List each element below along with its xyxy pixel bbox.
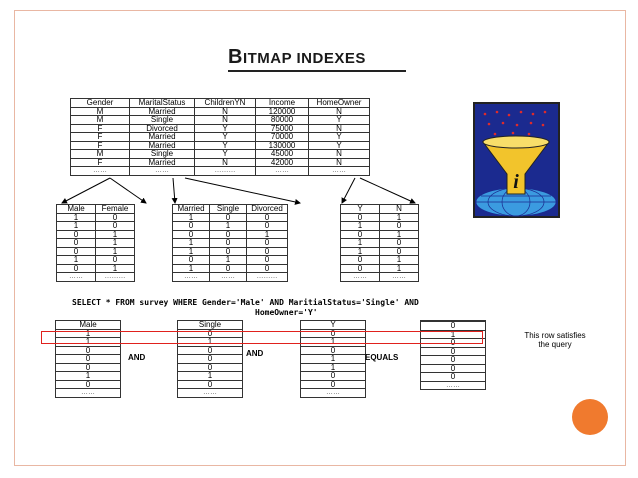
- base-cell: 42000: [256, 158, 309, 167]
- query-cell: 0: [421, 322, 486, 331]
- gender-cell: 0: [57, 230, 96, 239]
- base-cell: N: [195, 158, 256, 167]
- query-cell: 0: [178, 329, 243, 338]
- base-cell: N: [309, 158, 370, 167]
- table-row: [421, 356, 486, 365]
- query-cell: 0: [178, 380, 243, 389]
- base-header: HomeOwner: [309, 99, 370, 108]
- base-cell: Divorced: [130, 124, 195, 133]
- marital-cell: 1: [173, 213, 210, 222]
- arrow-gender: [62, 178, 110, 203]
- homeowner-cell: 0: [341, 256, 380, 265]
- base-cell: Married: [130, 141, 195, 150]
- base-ellipsis: ……: [130, 167, 195, 176]
- query-cell: 1: [178, 372, 243, 381]
- marital-cell: 0: [247, 222, 288, 231]
- base-cell: Y: [309, 133, 370, 142]
- homeowner-cell: 0: [380, 222, 419, 231]
- query-cell: 0: [301, 380, 366, 389]
- query-cell: 1: [421, 330, 486, 339]
- base-cell: N: [309, 124, 370, 133]
- query-header: Male: [56, 321, 121, 330]
- arrow-gender-right: [110, 178, 146, 203]
- gender-cell: 0: [96, 256, 135, 265]
- homeowner-cell: 1: [380, 256, 419, 265]
- base-header: Gender: [71, 99, 130, 108]
- base-ellipsis: ……: [71, 167, 130, 176]
- query-cell: 0: [421, 364, 486, 373]
- marital-cell: 0: [173, 230, 210, 239]
- base-cell: Married: [130, 158, 195, 167]
- base-cell: 75000: [256, 124, 309, 133]
- query-cell: 0: [56, 380, 121, 389]
- query-cell: 0: [56, 346, 121, 355]
- base-cell: N: [195, 107, 256, 116]
- base-cell: F: [71, 124, 130, 133]
- base-cell: Y: [309, 141, 370, 150]
- marital-header: Married: [173, 205, 210, 214]
- base-cell: M: [71, 107, 130, 116]
- marital-cell: 0: [247, 264, 288, 273]
- table-row: [421, 381, 486, 390]
- base-cell: M: [71, 116, 130, 125]
- query-cell: 1: [178, 338, 243, 347]
- base-cell: N: [309, 107, 370, 116]
- info-funnel-icon: [473, 102, 560, 218]
- base-cell: 80000: [256, 116, 309, 125]
- table-row: [178, 389, 243, 398]
- table-row: [421, 373, 486, 382]
- query-ellipsis: ……: [421, 381, 486, 390]
- gender-cell: 0: [57, 264, 96, 273]
- gender-cell: 1: [96, 247, 135, 256]
- homeowner-cell: 1: [380, 230, 419, 239]
- query-cell: 1: [301, 338, 366, 347]
- query-cell: 0: [178, 363, 243, 372]
- decorative-orange-circle: [572, 399, 608, 435]
- base-cell: 70000: [256, 133, 309, 142]
- base-cell: Married: [130, 107, 195, 116]
- query-cell: 0: [421, 339, 486, 348]
- base-cell: N: [195, 116, 256, 125]
- gender-cell: 1: [57, 213, 96, 222]
- base-header: MaritalStatus: [130, 99, 195, 108]
- gender-cell: 0: [57, 239, 96, 248]
- homeowner-cell: 0: [341, 264, 380, 273]
- base-cell: N: [309, 150, 370, 159]
- base-cell: 130000: [256, 141, 309, 150]
- table-row: [421, 322, 486, 331]
- arrow-marital-left: [173, 178, 175, 203]
- result-note: This row satisfies the query: [524, 331, 586, 349]
- table-row: [301, 372, 366, 381]
- base-cell: F: [71, 158, 130, 167]
- gender-cell: 0: [96, 222, 135, 231]
- marital-cell: 0: [210, 264, 247, 273]
- and-operator-2: AND: [246, 349, 264, 358]
- query-header: Y: [301, 321, 366, 330]
- query-cell: 0: [178, 346, 243, 355]
- base-cell: F: [71, 133, 130, 142]
- query-ellipsis: ……: [56, 389, 121, 398]
- homeowner-cell: 1: [380, 264, 419, 273]
- gender-cell: 0: [96, 213, 135, 222]
- marital-header: Divorced: [247, 205, 288, 214]
- base-ellipsis: ……: [309, 167, 370, 176]
- marital-cell: 1: [173, 264, 210, 273]
- homeowner-cell: 1: [341, 222, 380, 231]
- query-cell: 1: [56, 338, 121, 347]
- table-row: [301, 389, 366, 398]
- base-cell: Y: [195, 150, 256, 159]
- gender-cell: 1: [96, 239, 135, 248]
- gender-ellipsis: ……: [57, 273, 96, 282]
- marital-cell: 0: [247, 256, 288, 265]
- arrow-home-left: [342, 178, 355, 203]
- query-cell: 0: [301, 346, 366, 355]
- base-ellipsis: ………: [195, 167, 256, 176]
- base-cell: Y: [309, 116, 370, 125]
- marital-cell: 1: [173, 239, 210, 248]
- homeowner-cell: 1: [341, 239, 380, 248]
- arrow-marital-right: [185, 178, 300, 203]
- query-cell: 0: [56, 363, 121, 372]
- table-row: [178, 380, 243, 389]
- base-cell: Married: [130, 133, 195, 142]
- query-cell: 0: [301, 372, 366, 381]
- marital-cell: 0: [210, 247, 247, 256]
- query-ellipsis: ……: [301, 389, 366, 398]
- query-header: Single: [178, 321, 243, 330]
- query-cell: 0: [421, 373, 486, 382]
- homeowner-cell: 0: [380, 239, 419, 248]
- homeowner-header: N: [380, 205, 419, 214]
- marital-cell: 0: [210, 213, 247, 222]
- gender-header: Male: [57, 205, 96, 214]
- highlight-row-box: [41, 331, 483, 344]
- gender-cell: 1: [96, 264, 135, 273]
- marital-ellipsis: ……: [173, 273, 210, 282]
- base-cell: Y: [195, 133, 256, 142]
- marital-cell: 0: [210, 230, 247, 239]
- base-cell: F: [71, 141, 130, 150]
- base-header: Income: [256, 99, 309, 108]
- table-row: [301, 380, 366, 389]
- homeowner-cell: 0: [341, 230, 380, 239]
- marital-cell: 0: [247, 213, 288, 222]
- query-cell: 0: [178, 355, 243, 364]
- homeowner-ellipsis: ……: [380, 273, 419, 282]
- base-cell: M: [71, 150, 130, 159]
- marital-cell: 1: [210, 256, 247, 265]
- marital-ellipsis: ………: [247, 273, 288, 282]
- table-row: [56, 372, 121, 381]
- query-cell: 1: [301, 355, 366, 364]
- table-row: [56, 389, 121, 398]
- table-row: [56, 355, 121, 364]
- gender-cell: 0: [57, 247, 96, 256]
- homeowner-cell: 1: [341, 247, 380, 256]
- homeowner-header: Y: [341, 205, 380, 214]
- sql-line-1: SELECT * FROM survey WHERE Gender='Male' AND MaritialStatus='Single' AND: [72, 298, 419, 307]
- query-cell: 1: [56, 372, 121, 381]
- query-ellipsis: ……: [178, 389, 243, 398]
- equals-operator: EQUALS: [365, 353, 399, 362]
- marital-ellipsis: ……: [210, 273, 247, 282]
- base-header: ChildrenYN: [195, 99, 256, 108]
- homeowner-cell: 0: [380, 247, 419, 256]
- base-cell: Single: [130, 150, 195, 159]
- marital-cell: 0: [173, 256, 210, 265]
- homeowner-ellipsis: ……: [341, 273, 380, 282]
- gender-ellipsis: ………: [96, 273, 135, 282]
- marital-cell: 1: [173, 247, 210, 256]
- marital-cell: 1: [247, 230, 288, 239]
- table-row: [178, 355, 243, 364]
- marital-cell: 0: [247, 239, 288, 248]
- query-cell: 1: [56, 329, 121, 338]
- gender-cell: 1: [57, 256, 96, 265]
- marital-header: Single: [210, 205, 247, 214]
- query-cell: 0: [421, 356, 486, 365]
- gender-header: Female: [96, 205, 135, 214]
- base-cell: Y: [195, 124, 256, 133]
- base-cell: 120000: [256, 107, 309, 116]
- homeowner-cell: 0: [341, 213, 380, 222]
- marital-cell: 0: [247, 247, 288, 256]
- query-cell: 1: [301, 363, 366, 372]
- gender-cell: 1: [57, 222, 96, 231]
- base-cell: Y: [195, 141, 256, 150]
- table-row: [178, 372, 243, 381]
- slide-title: BITMAP INDEXES: [228, 46, 366, 68]
- table-row: [56, 380, 121, 389]
- table-row: [301, 355, 366, 364]
- base-cell: Single: [130, 116, 195, 125]
- marital-cell: 0: [173, 222, 210, 231]
- gender-cell: 1: [96, 230, 135, 239]
- query-cell: 0: [421, 347, 486, 356]
- homeowner-cell: 1: [380, 213, 419, 222]
- marital-cell: 0: [210, 239, 247, 248]
- base-cell: 45000: [256, 150, 309, 159]
- query-cell: 0: [301, 329, 366, 338]
- query-cell: 0: [56, 355, 121, 364]
- and-operator-1: AND: [128, 353, 146, 362]
- sql-line-2: HomeOwner='Y': [255, 308, 318, 317]
- arrow-home-right: [360, 178, 415, 203]
- svg-text:i: i: [513, 171, 519, 193]
- marital-cell: 1: [210, 222, 247, 231]
- base-ellipsis: ……: [256, 167, 309, 176]
